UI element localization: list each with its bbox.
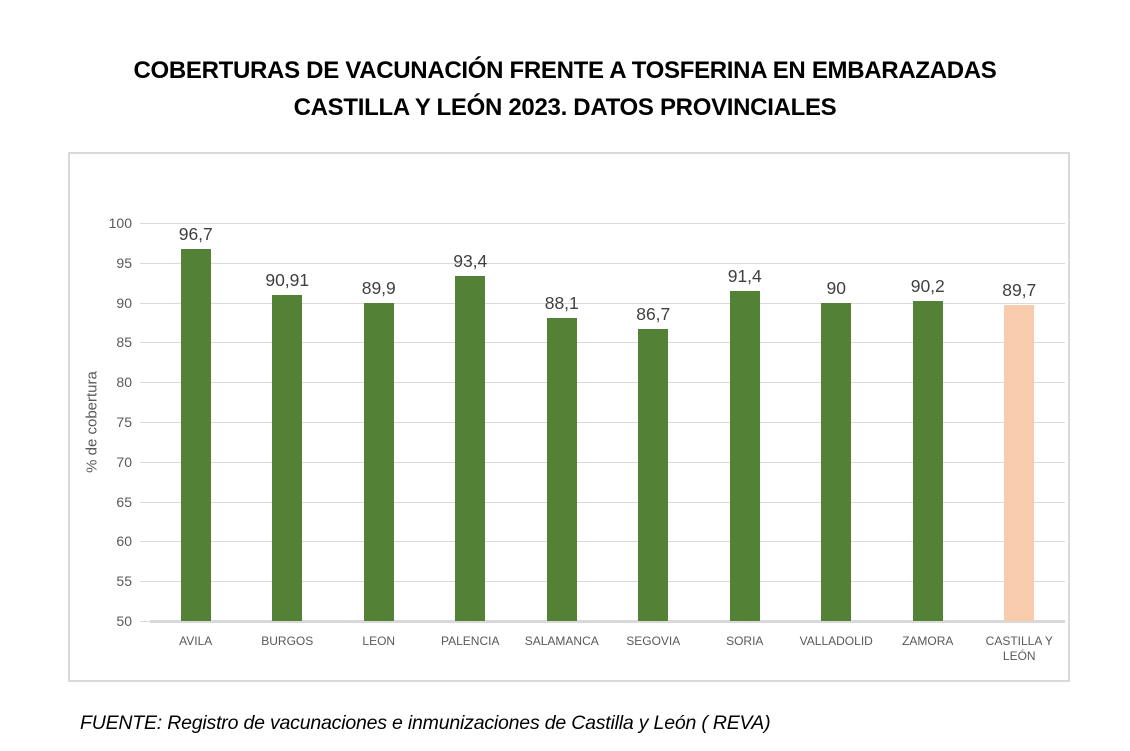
y-tick-mark [140, 541, 150, 542]
x-category-label: SEGOVIA [626, 634, 681, 648]
y-tick-mark [140, 462, 150, 463]
x-category-label: SORIA [726, 634, 764, 648]
y-tick-mark [140, 223, 150, 224]
bar-value-label: 89,7 [1002, 279, 1037, 300]
y-tick-label: 85 [116, 334, 132, 351]
y-tick-label: 65 [116, 493, 132, 510]
y-tick-label: 95 [116, 254, 132, 271]
bar-value-label: 90 [826, 277, 846, 298]
y-tick-label: 70 [116, 453, 132, 470]
y-tick-mark [140, 382, 150, 383]
gridline [150, 223, 1065, 224]
y-tick-label: 75 [116, 414, 132, 430]
source-note: FUENTE: Registro de vacunaciones e inmunizaciones de Castilla y León ( REVA) [80, 712, 771, 734]
bar [913, 301, 943, 621]
y-tick-mark [140, 502, 150, 503]
bar-value-label: 90,2 [910, 276, 945, 296]
y-tick-label: 55 [116, 573, 132, 590]
y-tick-mark [140, 422, 150, 423]
y-tick-label: 90 [116, 294, 132, 311]
bar [821, 303, 851, 621]
bar [181, 249, 211, 621]
y-tick-label: 60 [116, 533, 132, 550]
gridline [150, 263, 1065, 264]
bar-value-label: 93,4 [453, 250, 488, 271]
bar-value-label: 90,91 [265, 270, 310, 291]
bar-value-label: 88,1 [544, 292, 579, 313]
bar-value-label: 96,7 [178, 224, 213, 245]
bar-value-label: 89,9 [361, 278, 396, 299]
x-category-label: LEON [362, 634, 396, 648]
x-category-label: SALAMANCA [524, 634, 599, 648]
x-category-label: ZAMORA [902, 634, 954, 648]
y-tick-label: 80 [116, 374, 132, 391]
x-category-label: AVILA [179, 634, 213, 648]
y-axis-title: % de cobertura [83, 371, 101, 473]
y-tick-mark [140, 621, 150, 622]
x-category-label: CASTILLA Y LEÓN [985, 634, 1053, 663]
bar [547, 318, 577, 621]
bar-value-label: 86,7 [636, 303, 671, 324]
bar [364, 303, 394, 621]
x-category-label: PALENCIA [441, 634, 500, 648]
chart [68, 152, 1070, 682]
bar-value-label: 91,4 [727, 266, 762, 287]
bar [272, 295, 302, 621]
chart-title-line1: COBERTURAS DE VACUNACIÓN FRENTE A TOSFERINA EN EMBARAZADAS [133, 57, 997, 84]
bar [730, 291, 760, 621]
bar [1004, 305, 1034, 621]
chart-title [0, 52, 1130, 126]
y-tick-mark [140, 263, 150, 264]
y-tick-mark [140, 342, 150, 343]
chart-title-line2: CASTILLA Y LEÓN 2023. DATOS PROVINCIALES [293, 94, 837, 121]
y-tick-label: 50 [116, 613, 132, 629]
bar [638, 329, 668, 621]
bar [455, 276, 485, 621]
x-category-label: BURGOS [261, 634, 314, 648]
y-tick-mark [140, 303, 150, 304]
y-tick-mark [140, 581, 150, 582]
x-category-label: VALLADOLID [799, 634, 873, 648]
y-tick-label: 100 [108, 215, 132, 231]
